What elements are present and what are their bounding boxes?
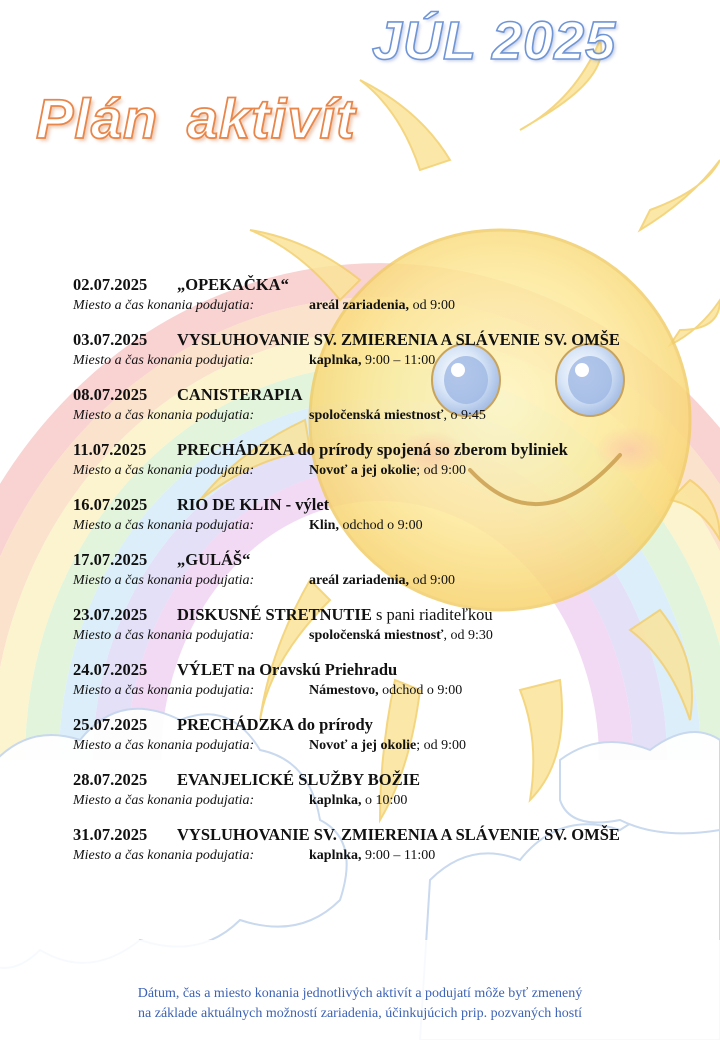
location-label: Miesto a čas konania podujatia:: [73, 408, 255, 423]
location-label: Miesto a čas konania podujatia:: [73, 793, 255, 808]
event-time: odchod o 9:00: [378, 683, 463, 698]
event-date: 11.07.2025: [73, 440, 147, 459]
event-time: 9:00 – 11:00: [361, 353, 436, 368]
event-place: Novoť a jej okolie: [309, 463, 417, 478]
event-time: o 10:00: [361, 793, 408, 808]
event-item: [73, 769, 693, 824]
location-label: Miesto a čas konania podujatia:: [73, 573, 255, 588]
event-name: PRECHÁDZKA do prírody: [177, 715, 373, 734]
location-label: Miesto a čas konania podujatia:: [73, 628, 255, 643]
event-place: Novoť a jej okolie: [309, 738, 417, 753]
event-name-detail: s pani riaditeľkou: [371, 605, 493, 624]
event-name: „GULÁŠ“: [177, 550, 251, 569]
event-item: [73, 714, 693, 769]
event-item: [73, 439, 693, 494]
event-name: EVANJELICKÉ SLUŽBY BOŽIE: [177, 770, 420, 789]
event-name: VYSLUHOVANIE SV. ZMIERENIA A SLÁVENIE SV. OMŠE: [177, 330, 620, 349]
event-item: [73, 329, 693, 384]
event-place: Klin,: [309, 518, 339, 533]
event-list: [73, 274, 693, 879]
disclaimer-line: na základe aktuálnych možností zariadenia, účinkujúcich prip. pozvaných hostí: [138, 1006, 582, 1021]
location-label: Miesto a čas konania podujatia:: [73, 738, 255, 753]
event-time: od 9:00: [409, 573, 455, 588]
event-item: [73, 494, 693, 549]
location-label: Miesto a čas konania podujatia:: [73, 683, 255, 698]
event-time: , o 9:45: [443, 408, 486, 423]
month-heading: JÚL 2025: [372, 11, 617, 71]
disclaimer-note: [0, 984, 720, 1024]
event-item: [73, 274, 693, 329]
event-date: 23.07.2025: [73, 605, 148, 624]
event-time: od 9:00: [409, 298, 455, 313]
event-name: PRECHÁDZKA do prírody spojená so zberom byliniek: [177, 440, 568, 459]
event-item: [73, 659, 693, 714]
event-item: [73, 384, 693, 439]
event-date: 28.07.2025: [73, 770, 148, 789]
event-time: odchod o 9:00: [338, 518, 423, 533]
event-name: VÝLET na Oravskú Priehradu: [177, 660, 398, 679]
event-date: 16.07.2025: [73, 495, 148, 514]
location-label: Miesto a čas konania podujatia:: [73, 848, 255, 863]
event-time: ; od 9:00: [416, 463, 467, 478]
event-item: [73, 604, 693, 659]
disclaimer-line: Dátum, čas a miesto konania jednotlivých aktivít a podujatí môže byť zmenený: [137, 986, 583, 1001]
event-place: kaplnka,: [309, 793, 362, 808]
event-place: spoločenská miestnosť: [309, 408, 444, 423]
event-item: [73, 549, 693, 604]
event-date: 03.07.2025: [73, 330, 148, 349]
event-name: DISKUSNÉ STRETNUTIE: [177, 605, 372, 624]
event-place: kaplnka,: [309, 848, 362, 863]
event-place: areál zariadenia,: [309, 298, 410, 313]
event-name: „OPEKAČKA“: [177, 275, 289, 294]
event-time: , od 9:30: [443, 628, 493, 643]
event-date: 02.07.2025: [73, 275, 148, 294]
event-date: 17.07.2025: [73, 550, 148, 569]
location-label: Miesto a čas konania podujatia:: [73, 463, 255, 478]
event-date: 24.07.2025: [73, 660, 148, 679]
event-item: [73, 824, 693, 879]
event-place: Námestovo,: [309, 683, 379, 698]
event-name: RIO DE KLIN - výlet: [177, 495, 330, 514]
event-date: 31.07.2025: [73, 825, 148, 844]
event-date: 25.07.2025: [73, 715, 148, 734]
location-label: Miesto a čas konania podujatia:: [73, 353, 255, 368]
event-name: CANISTERAPIA: [177, 385, 303, 404]
page-title: Plán aktivít: [36, 87, 356, 150]
event-time: ; od 9:00: [416, 738, 467, 753]
location-label: Miesto a čas konania podujatia:: [73, 518, 255, 533]
event-place: spoločenská miestnosť: [309, 628, 444, 643]
event-date: 08.07.2025: [73, 385, 148, 404]
event-name: VYSLUHOVANIE SV. ZMIERENIA A SLÁVENIE SV. OMŠE: [177, 825, 620, 844]
location-label: Miesto a čas konania podujatia:: [73, 298, 255, 313]
event-place: areál zariadenia,: [309, 573, 410, 588]
event-place: kaplnka,: [309, 353, 362, 368]
event-time: 9:00 – 11:00: [361, 848, 436, 863]
